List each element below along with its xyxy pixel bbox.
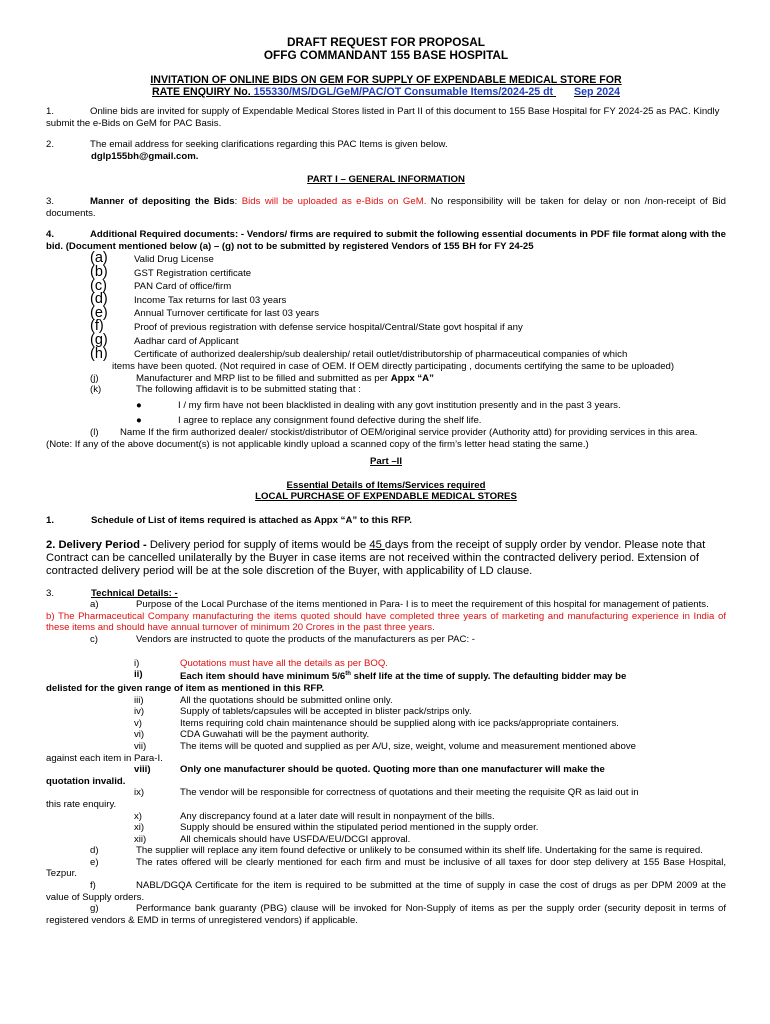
sub-item-text: The items will be quoted and supplied as per A/U, size, weight, volume and measurement mentioned above <box>180 740 636 752</box>
sub-item <box>46 706 726 718</box>
doc-text: Aadhar card of Applicant <box>134 335 239 347</box>
para-1 <box>46 106 726 129</box>
sub-item-key: vi) <box>134 729 145 741</box>
sub-item-key: xii) <box>134 833 147 845</box>
rate-prefix: RATE ENQUIRY No. <box>151 86 251 98</box>
sub-item-key: ix) <box>134 787 145 799</box>
tech-c-text: Vendors are instructed to quote the products of the manufacturers as per PAC: - <box>136 634 475 645</box>
para-3-rest: No responsibility will be taken for delay or non /non-receipt of Bid documents. <box>46 195 726 219</box>
sub-item <box>46 834 726 846</box>
sub-item-key: iii) <box>134 694 144 706</box>
title-line-1: DRAFT REQUEST FOR PROPOSAL <box>287 35 485 49</box>
item-l <box>46 427 726 439</box>
item-k <box>46 384 726 396</box>
doc-letter: (e) <box>90 304 108 321</box>
doc-item <box>46 331 726 348</box>
para-2-text: The email address for seeking clarifications regarding this PAC Items is given below. <box>90 139 448 151</box>
tech-g <box>46 903 726 926</box>
invitation-heading: INVITATION OF ONLINE BIDS ON GEM FOR SUPPLY OF EXPENDABLE MEDICAL STORE FOR <box>150 74 622 86</box>
para-2-num: 2. <box>46 139 55 151</box>
tech-b: b) The Pharmaceutical Company manufacturing the items quoted should have completed three years of marketing and manufacturing experience in India of these items and should have annual turnover of minimum 20 Crores in the past three years. <box>46 610 726 634</box>
tech-a-label: a) <box>90 599 99 611</box>
sub-item-sup: th <box>345 671 351 678</box>
sub-item-text-a: Each item should have minimum 5/6 <box>180 671 346 683</box>
bullet-text: I / my firm have not been blacklisted in dealing with any govt institution presently and in the past 3 years. <box>178 399 621 411</box>
tech-d-text: The supplier will replace any item found defective or unlikely to be consumed within its shelf life. Undertaking for the same is required. <box>136 845 703 857</box>
doc-item <box>46 345 726 362</box>
doc-letter: (g) <box>90 331 108 348</box>
item-k-text: The following affidavit is to be submitted stating that : <box>136 384 361 396</box>
item-j-bold: Appx “A” <box>390 372 434 384</box>
doc-text: PAN Card of office/firm <box>134 281 232 293</box>
rate-enquiry <box>46 86 726 98</box>
sub-item-text: Quotations must have all the details as per BOQ. <box>180 657 388 669</box>
sub-item <box>46 658 726 670</box>
sub-item <box>46 811 726 823</box>
delivery-text-a: Delivery period for supply of items would be <box>146 538 370 551</box>
affidavit-bullet <box>46 400 726 412</box>
sub-item-cont: quotation invalid. <box>46 775 126 787</box>
bullet-text: I agree to replace any consignment found defective during the shelf life. <box>178 415 482 427</box>
tech-a <box>46 599 726 611</box>
sub-item <box>46 787 726 799</box>
sub-item-text: Any discrepancy found at a later date will result in nonpayment of the bills. <box>180 810 495 822</box>
section-3-title: Technical Details: - <box>91 587 178 599</box>
doc-h-continuation: items have been quoted. (Not required in case of OEM. If OEM directly participating , documents certifying the same to be uploaded) <box>112 361 675 373</box>
para-2 <box>46 139 726 162</box>
rate-ref: 155330/MS/DGL/GeM/PAC/OT Consumable Items/2024-25 dt <box>253 86 554 98</box>
document-page <box>46 36 726 926</box>
doc-item <box>46 277 726 294</box>
para-3-red: Bids will be uploaded as e-Bids on GeM. <box>241 195 427 207</box>
sub-item-key: viii) <box>134 764 151 776</box>
sub-item-key: iv) <box>134 706 145 718</box>
delivery-days: 45 <box>369 538 385 551</box>
sub-item-cont: delisted for the given range of item as mentioned in this RFP. <box>46 682 325 694</box>
sub-item-key: xi) <box>134 822 145 834</box>
tech-d-label: d) <box>90 845 99 857</box>
doc-text: Certificate of authorized dealership/sub dealership/ retail outlet/distributorship of pharmaceutical companies of which <box>134 349 628 361</box>
tech-c-label: c) <box>90 634 98 645</box>
section-1 <box>46 515 726 527</box>
item-j <box>46 373 726 385</box>
sub-item-text: All chemicals should have USFDA/EU/DCGI approval. <box>180 833 411 845</box>
para-1-num: 1. <box>46 106 55 117</box>
doc-text: Income Tax returns for last 03 years <box>134 294 287 306</box>
para-3-label: Manner of depositing the Bids <box>90 195 235 207</box>
doc-letter: (d) <box>90 291 108 308</box>
doc-title <box>46 36 726 62</box>
tech-a-text: Purpose of the Local Purchase of the items mentioned in Para- I is to meet the requirement of this hospital for management of patients. <box>136 599 709 611</box>
para-3-colon: : <box>234 195 242 207</box>
sub-item-cont: against each item in Para-I. <box>46 752 163 764</box>
sub-item-text: Supply should be ensured within the stipulated period mentioned in the supply order. <box>180 822 539 834</box>
documents-list <box>46 252 726 361</box>
para-1-text: Online bids are invited for supply of Expendable Medical Stores listed in Part II of this document to 155 Base Hospital for FY 2024-25 as PAC. Kindly submit the e-Bids on GeM for PAC Basis. <box>46 106 720 129</box>
para-3 <box>46 196 726 219</box>
para-4 <box>46 229 726 252</box>
note: (Note: If any of the above document(s) is not applicable kindly upload a scanned copy of the firm’s letter head stating the same.) <box>46 438 589 450</box>
bullet-icon: ● <box>136 415 142 427</box>
sub-item-text: CDA Guwahati will be the payment authority. <box>180 729 370 741</box>
rate-date: Sep 2024 <box>574 86 620 98</box>
doc-letter: (b) <box>90 263 108 280</box>
doc-text: GST Registration certificate <box>134 267 252 279</box>
tech-f-text: NABL/DGQA Certificate for the item is required to be submitted at the time of supply in case the cost of drugs as per DPM 2009 at the value of Supply orders. <box>46 880 726 903</box>
sub-item-key: i) <box>134 657 140 669</box>
doc-letter: (c) <box>90 277 107 294</box>
section-1-text: Schedule of List of items required is attached as Appx “A” to this RFP. <box>91 515 412 527</box>
doc-letter: (a) <box>90 250 108 267</box>
tech-g-label: g) <box>90 903 99 915</box>
para-3-num: 3. <box>46 195 55 207</box>
affidavit-bullet <box>46 415 726 427</box>
item-j-label: (j) <box>90 372 99 384</box>
item-l-text: Name If the firm authorized dealer/ stockist/distributor of OEM/original service provider (Authority attd) for providing services in this area. <box>120 427 698 439</box>
sub-item-text: Only one manufacturer should be quoted. Quoting more than one manufacturer will make the <box>180 764 605 776</box>
sub-item-text: The vendor will be responsible for correctness of quotations and their meeting the requisite QR as laid out in <box>180 787 639 799</box>
section-3 <box>46 588 726 600</box>
doc-text: Valid Drug License <box>134 253 214 265</box>
doc-letter: (h) <box>90 345 108 362</box>
sub-item-key: x) <box>134 810 142 822</box>
para-4-text: Additional Required documents: - Vendors/ firms are required to submit the following essential documents in PDF file format along with the bid. (Document mentioned below (a) – (g) not to be submitted by registered Vendors of 155 BH for FY 24-25 <box>46 229 726 252</box>
sub-item <box>46 822 726 834</box>
item-k-label: (k) <box>90 384 102 396</box>
sub-item <box>46 695 726 707</box>
doc-text: Annual Turnover certificate for last 03 years <box>134 308 320 320</box>
sub-item-text: Items requiring cold chain maintenance should be supplied along with ice packs/appropriate containers. <box>180 717 619 729</box>
sub-item-key: ii) <box>134 669 143 681</box>
part2-sub1: Essential Details of Items/Services required <box>286 479 486 491</box>
tech-e-text: The rates offered will be clearly mentioned for each firm and must be inclusive of all taxes for door step delivery at 155 Base Hospital, Tezpur. <box>46 856 726 880</box>
doc-item <box>46 263 726 280</box>
doc-text: Proof of previous registration with defense service hospital/Central/State govt hospital if any <box>134 321 523 333</box>
sub-item <box>46 729 726 741</box>
sub-item-cont: this rate enquiry. <box>46 798 117 810</box>
sub-item-text-b: shelf life at the time of supply. The defaulting bidder may be <box>350 671 627 683</box>
doc-item <box>46 320 726 334</box>
sub-item <box>46 718 726 730</box>
sub-item-key: vii) <box>134 740 147 752</box>
item-l-label: (l) <box>90 427 99 439</box>
title-line-2: OFFG COMMANDANT 155 BASE HOSPITAL <box>263 48 509 62</box>
bullet-icon: ● <box>136 399 142 411</box>
item-j-text: Manufacturer and MRP list to be filled and submitted as per <box>136 372 391 384</box>
section-2 <box>46 539 726 578</box>
sub-item <box>46 764 726 776</box>
doc-letter: (f) <box>90 318 104 335</box>
doc-item <box>46 304 726 321</box>
delivery-text-b: days from the receipt of supply order by vendor. Please note that Contract can be cancelled unilaterally by the Buyer in case items are not received within the contracted delivery period. Extension of contracted delivery period will be at the sole discretion of the Buyer, with applicability of LD clause. <box>46 538 706 577</box>
sub-item-key: v) <box>134 717 142 729</box>
part2-heading: Part –II <box>370 456 402 468</box>
sub-item <box>46 669 726 683</box>
tech-c <box>46 634 726 646</box>
contact-email: dglp155bh@gmail.com. <box>91 150 199 162</box>
tech-f <box>46 880 726 903</box>
doc-item <box>46 293 726 307</box>
doc-item <box>46 252 726 266</box>
section-1-num: 1. <box>46 515 55 527</box>
tech-f-label: f) <box>90 880 96 892</box>
section-3-num: 3. <box>46 587 55 599</box>
part2-sub2: LOCAL PURCHASE OF EXPENDABLE MEDICAL STORES <box>255 491 517 503</box>
sub-item-text: All the quotations should be submitted online only. <box>180 694 393 706</box>
tech-e-label: e) <box>90 856 99 868</box>
tech-d <box>46 845 726 857</box>
para-4-num: 4. <box>46 229 55 241</box>
tech-g-text: Performance bank guaranty (PBG) clause will be invoked for Non-Supply of items as per the supply order (security deposit in terms of registered vendors & EMD in terms of unregistered vendors) if applicable. <box>46 903 726 926</box>
part1-heading: PART I – GENERAL INFORMATION <box>307 174 465 186</box>
sub-item-text: Supply of tablets/capsules will be accepted in blister pack/strips only. <box>180 706 472 718</box>
delivery-period-label: 2. Delivery Period - <box>46 538 147 551</box>
tech-e <box>46 857 726 880</box>
sub-item <box>46 741 726 753</box>
